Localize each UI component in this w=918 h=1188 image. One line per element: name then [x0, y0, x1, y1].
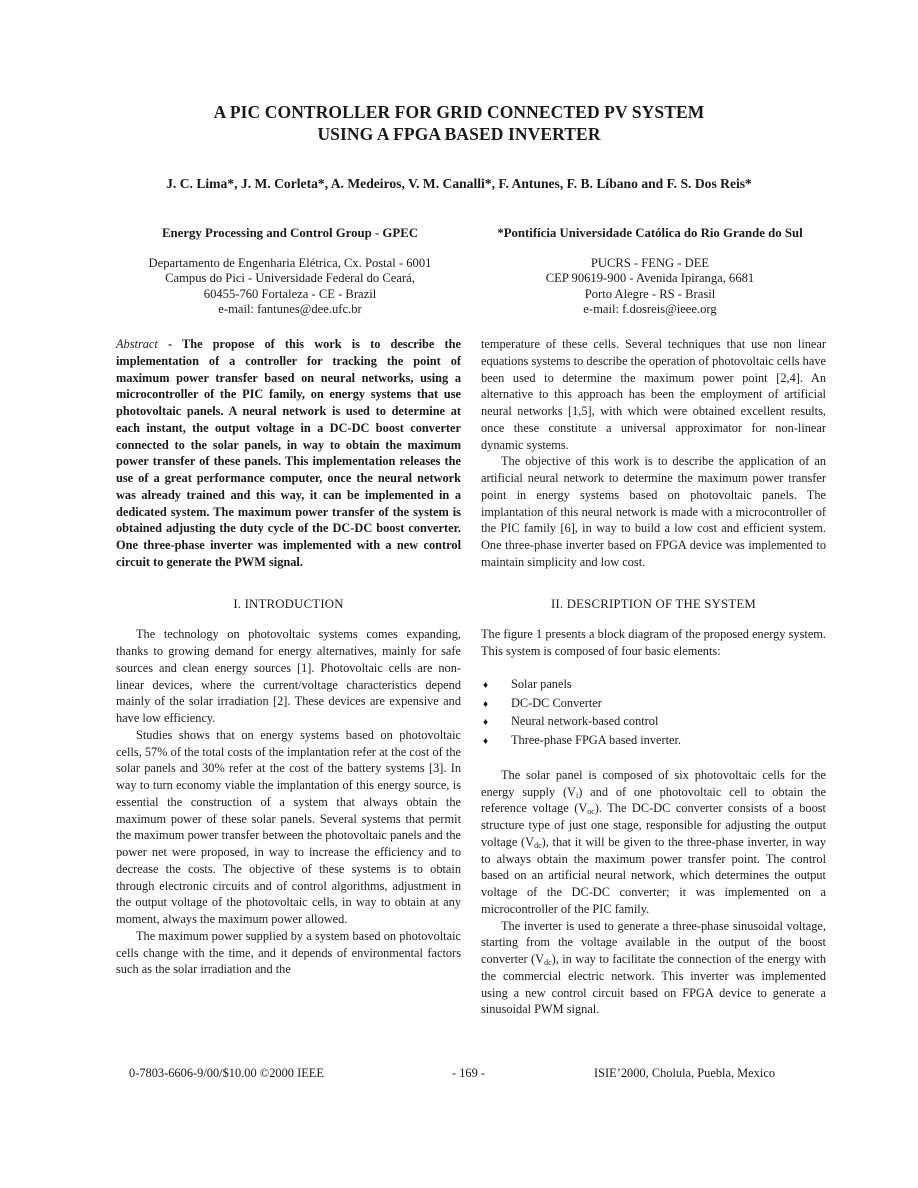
right-column	[481, 336, 826, 1018]
list-item: ♦ DC-DC Converter	[481, 695, 826, 714]
intro-paragraph-3: The maximum power supplied by a system based on photovoltaic cells change with the time, and it depends of environmental factors such as the solar irradiation and the	[116, 928, 461, 977]
list-item: ♦ Three-phase FPGA based inverter.	[481, 732, 826, 751]
footer-page-number: - 169 -	[452, 1066, 486, 1080]
affiliation-line: Departamento de Engenharia Elétrica, Cx. Postal - 6001	[148, 255, 432, 270]
affiliation-email: e-mail: f.dosreis@ieee.org	[583, 302, 717, 317]
description-intro: The figure 1 presents a block diagram of the proposed energy system. This system is composed of four basic elements:	[481, 627, 826, 658]
affiliation-line: PUCRS - FENG - DEE	[590, 255, 710, 270]
diamond-bullet-icon: ♦	[483, 736, 489, 747]
description-paragraph-2: The inverter is used to generate a three-phase sinusoidal voltage, starting from the voltage available in the output of the boost converter $(V_{dc})$, in way to facilitate the connection of the energy with the commercial electric network. This inverter was implemented using a new control circuit based on FPGA device to generate a sinusoidal PWM signal.	[481, 918, 826, 1017]
affiliation-line: 60455-760 Fortaleza - CE - Brazil	[203, 286, 377, 301]
paper-title	[0, 101, 918, 145]
footer-conference: ISIE’2000, Cholula, Puebla, Mexico	[594, 1066, 776, 1080]
affiliation-line: Campus do Pici - Universidade Federal do Ceará,	[165, 271, 415, 286]
title-line-2: USING A FPGA BASED INVERTER	[317, 124, 601, 144]
intro-continuation-1: temperature of these cells. Several techniques that use non linear equations systems to describe the operation of photovoltaic cells have been used to determine the maximum power point [2,4]. An alternative to this approach has been the employment of artificial neural networks [1,5], with which were obtained excellent results, once these constitute a universal approximator for non-linear dynamic systems.	[481, 337, 826, 452]
affiliation-line: Porto Alegre - RS - Brasil	[584, 286, 716, 301]
abstract-label: Abstract	[116, 337, 158, 351]
affiliation-pucrs	[470, 226, 830, 318]
section-heading-introduction: I. INTRODUCTION	[233, 596, 344, 611]
diamond-bullet-icon: ♦	[483, 698, 489, 710]
intro-paragraph-1: The technology on photovoltaic systems comes expanding, thanks to growing demand for energy alternatives, mainly for safe sources and clean energy sources [1]. Photovoltaic cells are non-linear devices, where the current/voltage characteristics depend mainly of the solar irradiation [2]. These devices are expensive and have low efficiency.	[116, 627, 461, 725]
title-line-1: A PIC CONTROLLER FOR GRID CONNECTED PV SYSTEM	[213, 102, 705, 122]
abstract	[116, 336, 461, 571]
abstract-text: - The propose of this work is to describe the implementation of a controller for tracking the point of maximum power transfer based on neural networks, using a microcontroller of the PIC family, on energy systems that use photovoltaic panels. A neural network is used to determine at each instant, the output voltage in a DC-DC boost converter connected to the solar panels, in way to obtain the maximum power transfer of these panels. This implementation releases the use of a great performance computer, once the neural network was already trained and this way, it can be implemented in a dedicated system. The maximum power transfer of the system is obtained adjusting the duty cycle of the DC-DC boost converter. One three-phase inverter was implemented with a new control circuit to generate the PWM signal.	[116, 337, 461, 569]
intro-continuation-2: The objective of this work is to describe the application of an artificial neural network to determine the maximum power transfer point in energy systems based on photovoltaic panels. The implantation of this neural network is made with a microcontroller of the PIC family [6], in way to build a low cost and efficient system. One three-phase inverter based on FPGA device was implemented to maintain simplicity and low cost.	[481, 454, 826, 569]
affiliation-ufc	[110, 226, 470, 318]
footer-copyright: 0-7803-6606-9/00/$10.00 ©2000 IEEE	[129, 1066, 324, 1080]
affiliation-email: e-mail: fantunes@dee.ufc.br	[218, 302, 362, 317]
left-column	[116, 336, 461, 978]
description-paragraph-1: The solar panel is composed of six photovoltaic cells for the energy supply $(V_i)$ and of one photovoltaic cell to obtain the reference voltage $(V_{oc})$. The DC-DC converter consists of a boost structure type of just one stage, responsible for adjusting the output voltage $(V_{dc})$, that it will be given to the three-phase inverter, in way to always obtain the maximum power transfer point. The control based on an artificial neural network, which determines the output voltage of the DC-DC converter; it was implemented on a microcontroller of the PIC family.	[481, 767, 826, 916]
diamond-bullet-icon: ♦	[483, 717, 489, 729]
list-item: ♦ Neural network-based control	[481, 713, 826, 732]
list-item: ♦ Solar panels	[481, 676, 826, 695]
affiliation-name: *Pontifícia Universidade Católica do Rio Grande do Sul	[497, 226, 803, 240]
intro-paragraph-2: Studies shows that on energy systems based on photovoltaic cells, 57% of the total costs of the implantation refer at the cost of the solar panels and 30% refer at the cost of the battery systems [3]. In way to turn economy viable the implantation of this energy source, is essential the construction of a system that always obtain the maximum power of these solar panels. Several systems that permit the maximum power transfer between the photovoltaic panels and the power net were proposed, in way to increase the efficiency and to decrease the costs. The objective of these systems is to obtain through electronic circuits and of control algorithms, adjustment in the output voltage of the photovoltaic cells, in way to obtain at any moment, always the maximum power allowed.	[116, 727, 461, 926]
element-list	[481, 676, 826, 751]
affiliation-name: Energy Processing and Control Group - GPEC	[162, 226, 418, 240]
author-list: J. C. Lima*, J. M. Corleta*, A. Medeiros, V. M. Canalli*, F. Antunes, F. B. Líbano and F. S. Dos Reis*	[166, 176, 752, 191]
diamond-bullet-icon: ♦	[483, 679, 489, 691]
affiliation-line: CEP 90619-900 - Avenida Ipiranga, 6681	[545, 271, 755, 286]
section-heading-description: II. DESCRIPTION OF THE SYSTEM	[551, 596, 756, 611]
